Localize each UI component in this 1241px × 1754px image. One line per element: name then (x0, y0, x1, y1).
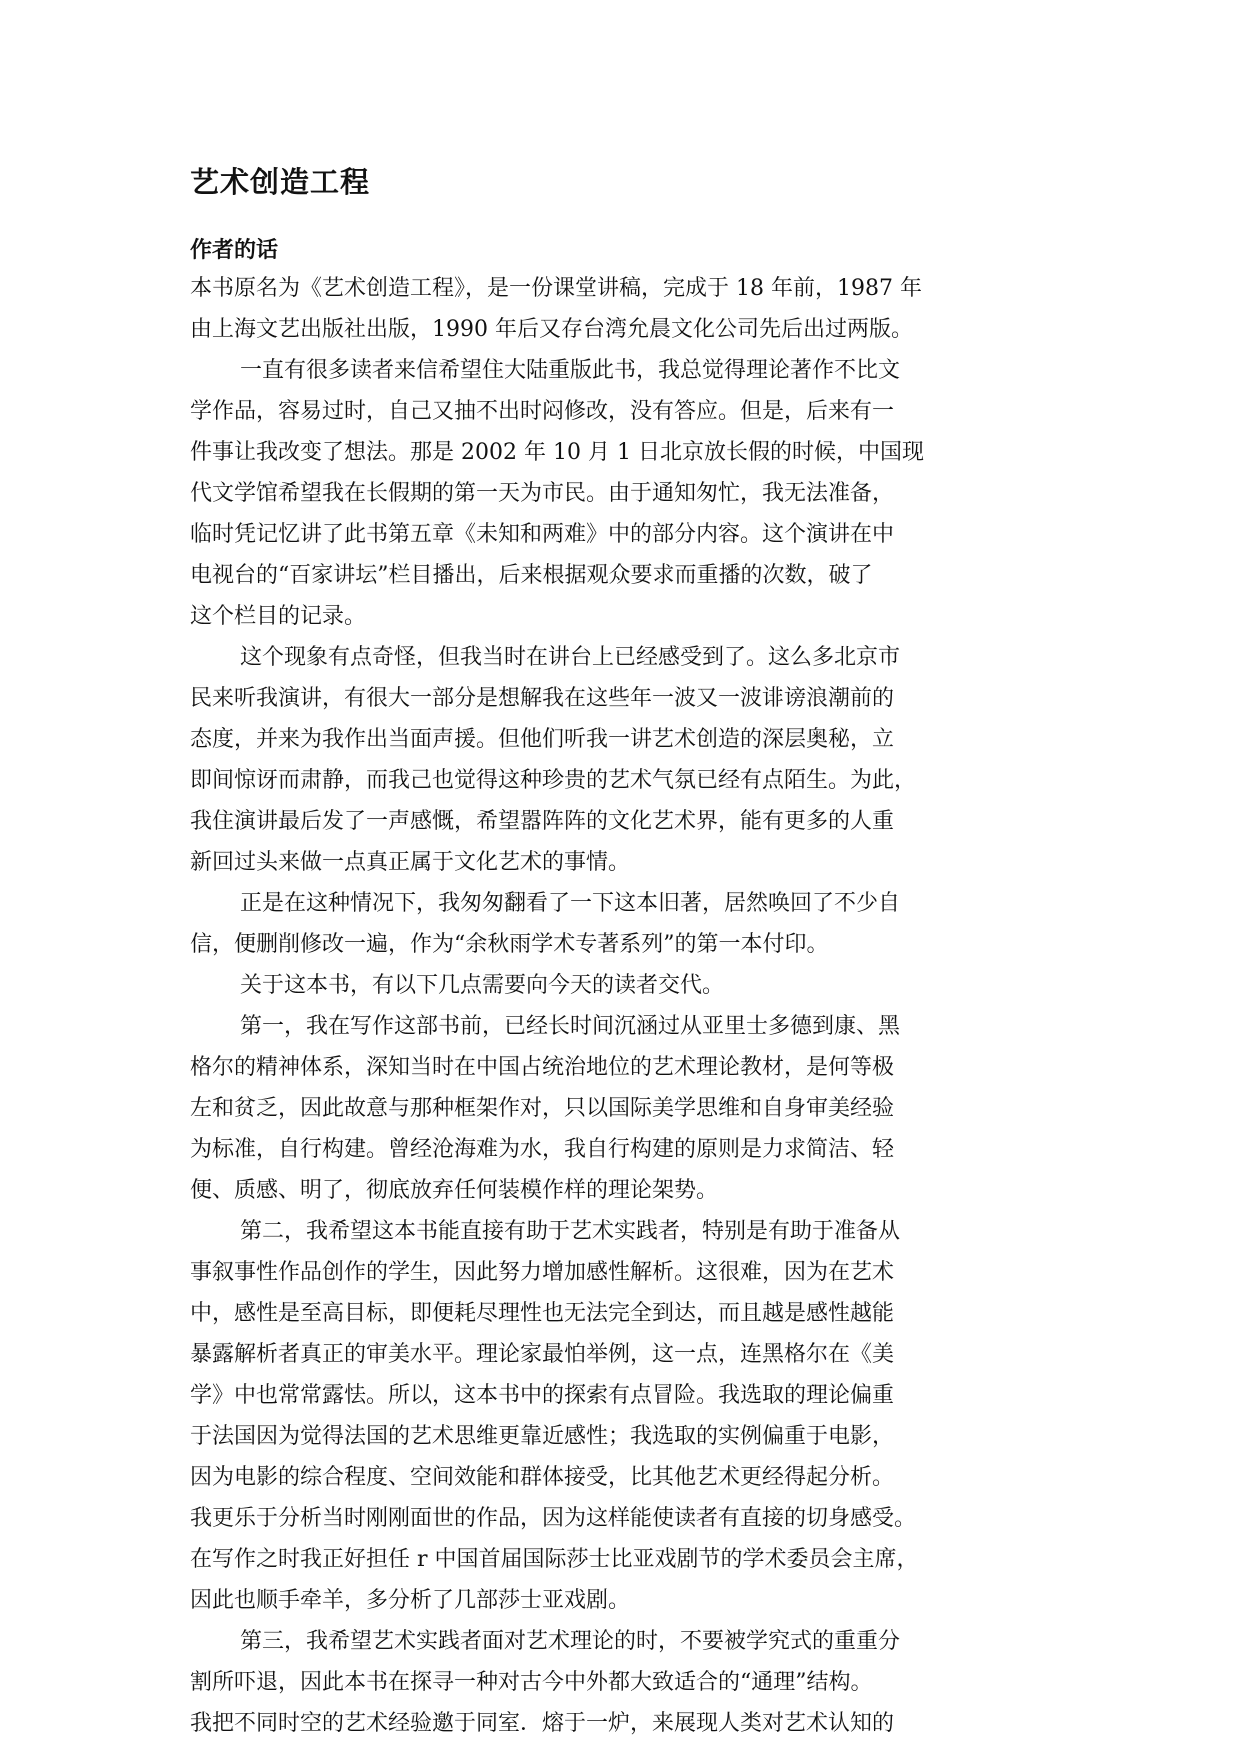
text-line: 一直有很多读者来信希望住大陆重版此书，我总觉得理论著作不比文 (240, 358, 901, 383)
text-line: 正是在这种情况下，我匆匆翻看了一下这本旧著，居然唤回了不少自 (240, 891, 901, 916)
text-line: 代文学馆希望我在长假期的第一天为市民。由于通知匆忙，我无法准备， (190, 481, 895, 506)
text-line: 信，便删削修改一遍，作为“余秋雨学术专著系列”的第一本付印。 (190, 932, 829, 957)
text-line: 左和贫乏，因此故意与那种框架作对，只以国际美学思维和自身审美经验 (190, 1096, 895, 1121)
text-line: 这个栏目的记录。 (190, 604, 367, 629)
text-line: 第三，我希望艺术实践者面对艺术理论的时，不要被学究式的重重分 (240, 1629, 901, 1654)
text-line: 割所吓退，因此本书在探寻一种对古今中外都大致适合的“通理”结构。 (190, 1670, 873, 1695)
section-heading: 作者的话 (190, 238, 279, 263)
page-title: 艺术创造工程 (190, 165, 371, 199)
text-line: 因此也顺手牵羊，多分析了几部莎士亚戏剧。 (190, 1588, 631, 1613)
text-line: 关于这本书，有以下几点需要向今天的读者交代。 (240, 973, 725, 998)
text-line: 我更乐于分析当时刚刚面世的作品，因为这样能使读者有直接的切身感受。 (190, 1506, 917, 1531)
paragraph (190, 965, 1060, 1006)
text-line: 格尔的精神体系，深知当时在中国占统治地位的艺术理论教材，是何等极 (190, 1055, 895, 1080)
text-line: 因为电影的综合程度、空间效能和群体接受，比其他艺术更经得起分析。 (190, 1465, 895, 1490)
text-line: 件事让我改变了想法。那是 2002 年 10 月 1 日北京放长假的时候，中国现 (190, 440, 924, 465)
paragraph (190, 268, 1060, 350)
paragraph (190, 883, 1060, 965)
text-line: 于法国因为觉得法国的艺术思维更靠近感性；我选取的实例偏重于电影， (190, 1424, 895, 1449)
paragraph (190, 1621, 1060, 1744)
text-line: 为标准，自行构建。曾经沧海难为水，我自行构建的原则是力求简洁、轻 (190, 1137, 895, 1162)
paragraph (190, 1006, 1060, 1211)
document-page (190, 162, 1060, 1744)
text-line: 态度，并来为我作出当面声援。但他们听我一讲艺术创造的深层奥秘，立 (190, 727, 895, 752)
text-line: 暴露解析者真正的审美水平。理论家最怕举例，这一点，连黑格尔在《美 (190, 1342, 895, 1367)
text-line: 在写作之时我正好担任 r 中国首届国际莎士比亚戏剧节的学术委员会主席， (190, 1547, 919, 1572)
text-line: 学作品，容易过时，自己又抽不出时闷修改，没有答应。但是，后来有一 (190, 399, 895, 424)
text-line: 民来听我演讲，有很大一部分是想解我在这些年一波又一波诽谤浪潮前的 (190, 686, 895, 711)
paragraph (190, 1211, 1060, 1621)
text-line: 第二，我希望这本书能直接有助于艺术实践者，特别是有助于准备从 (240, 1219, 901, 1244)
body-text (190, 268, 1060, 1744)
text-line: 这个现象有点奇怪，但我当时在讲台上已经感受到了。这么多北京市 (240, 645, 901, 670)
text-line: 学》中也常常露怯。所以，这本书中的探索有点冒险。我选取的理论偏重 (190, 1383, 895, 1408)
text-line: 临时凭记忆讲了此书第五章《未知和两难》中的部分内容。这个演讲在中 (190, 522, 895, 547)
text-line: 由上海文艺出版社出版，1990 年后又存台湾允晨文化公司先后出过两版。 (190, 317, 913, 342)
text-line: 我把不同时空的艺术经验邀于同室．熔于一炉，来展现人类对艺术认知的 (190, 1711, 895, 1736)
text-line: 第一，我在写作这部书前，已经长时间沉涵过从亚里士多德到康、黑 (240, 1014, 901, 1039)
text-line: 新回过头来做一点真正属于文化艺术的事情。 (190, 850, 631, 875)
text-line: 我住演讲最后发了一声感慨，希望嚣阵阵的文化艺术界，能有更多的人重 (190, 809, 895, 834)
paragraph (190, 350, 1060, 637)
paragraph (190, 637, 1060, 883)
text-line: 中，感性是至高目标，即便耗尽理性也无法完全到达，而且越是感性越能 (190, 1301, 895, 1326)
text-line: 即间惊讶而肃静，而我己也觉得这种珍贵的艺术气氛已经有点陌生。为此， (190, 768, 917, 793)
text-line: 电视台的“百家讲坛”栏目播出，后来根据观众要求而重播的次数，破了 (190, 563, 873, 588)
text-line: 事叙事性作品创作的学生，因此努力增加感性解析。这很难，因为在艺术 (190, 1260, 895, 1285)
text-line: 本书原名为《艺术创造工程》，是一份课堂讲稿，完成于 18 年前，1987 年 (190, 276, 922, 301)
text-line: 便、质感、明了，彻底放弃任何装模作样的理论架势。 (190, 1178, 719, 1203)
